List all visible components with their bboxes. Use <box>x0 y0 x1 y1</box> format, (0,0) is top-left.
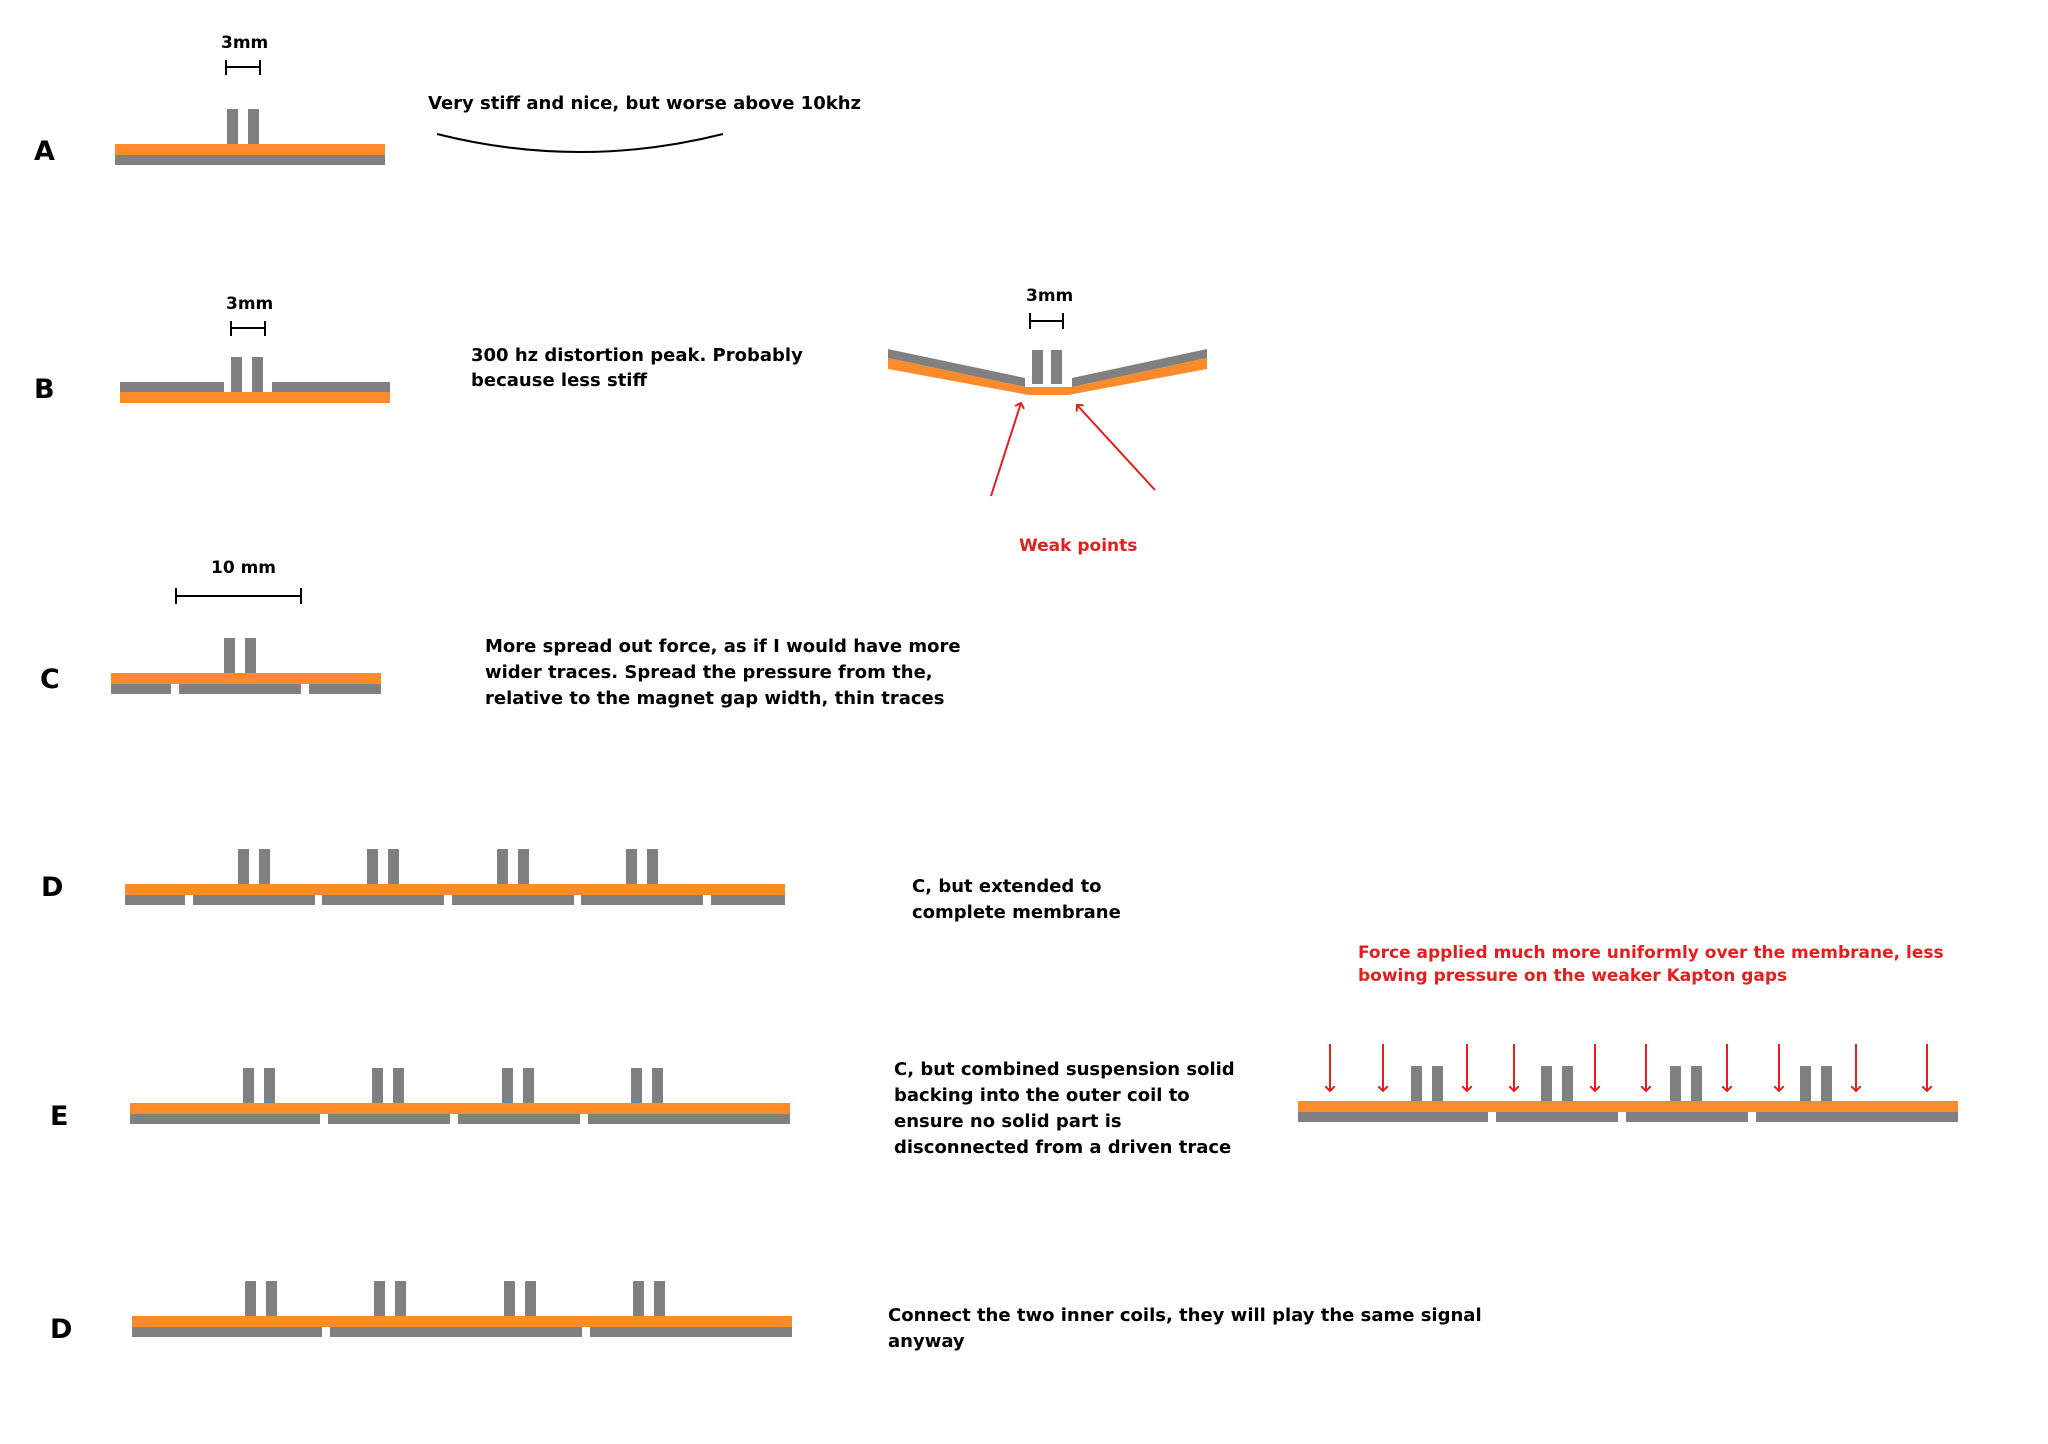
trace <box>1800 1066 1811 1101</box>
trace <box>1691 1066 1702 1101</box>
trace <box>502 1068 513 1103</box>
backing-layer <box>1298 1112 1488 1122</box>
trace <box>243 1068 254 1103</box>
trace <box>1670 1066 1681 1101</box>
backing-layer <box>115 155 385 165</box>
trace <box>631 1068 642 1103</box>
backing-layer <box>328 1114 450 1124</box>
trace <box>266 1281 277 1316</box>
membrane-d <box>125 849 785 905</box>
trace <box>523 1068 534 1103</box>
trace <box>227 109 238 144</box>
kapton-layer <box>115 144 385 155</box>
trace <box>238 849 249 884</box>
row-c <box>40 558 967 709</box>
trace <box>518 849 529 884</box>
trace <box>367 849 378 884</box>
backing-layer <box>111 684 171 694</box>
kapton-layer <box>120 392 390 403</box>
row-b-label: B <box>34 374 55 405</box>
backing-layer <box>458 1114 580 1124</box>
row-c-label: C <box>40 664 60 695</box>
trace <box>245 638 256 673</box>
weak-points-label: Weak points <box>1019 536 1138 556</box>
row-d2-note: Connect the two inner coils, they will play the same signal anyway <box>888 1305 1482 1352</box>
backing-layer <box>309 684 381 694</box>
dimension-b-text: 3mm <box>226 294 274 314</box>
row-a-label: A <box>34 136 55 167</box>
trace <box>1032 350 1043 384</box>
membrane-d2 <box>132 1281 792 1337</box>
row-b <box>34 286 1207 556</box>
backing-layer <box>1496 1112 1618 1122</box>
backing-layer <box>322 895 444 905</box>
membrane-e <box>130 1068 790 1124</box>
response-curve <box>437 134 723 152</box>
trace <box>1821 1066 1832 1101</box>
backing-layer <box>590 1327 792 1337</box>
kapton-layer <box>125 884 785 895</box>
backing-layer <box>125 895 185 905</box>
dimension-marker-a <box>221 33 268 75</box>
trace <box>647 849 658 884</box>
trace <box>264 1068 275 1103</box>
row-d <box>41 849 1121 923</box>
trace <box>259 849 270 884</box>
trace <box>504 1281 515 1316</box>
dimension-marker-c <box>176 558 301 604</box>
row-d2-label: D <box>50 1314 73 1345</box>
trace <box>654 1281 665 1316</box>
force-note: Force applied much more uniformly over the membrane, less bowing pressure on the weaker Kapton gaps <box>1358 943 1944 986</box>
row-d2 <box>50 1281 1488 1352</box>
trace <box>1541 1066 1552 1101</box>
membrane-a <box>115 109 385 165</box>
trace <box>388 849 399 884</box>
backing-layer <box>711 895 785 905</box>
backing-layer <box>193 895 315 905</box>
kapton-layer <box>130 1103 790 1114</box>
dimension-a-text: 3mm <box>221 33 269 53</box>
backing-layer <box>132 1327 322 1337</box>
trace <box>372 1068 383 1103</box>
backing-layer <box>179 684 301 694</box>
row-e-note: C, but combined suspension solid backing into the outer coil to ensure no solid part is disconnected from a driven trace <box>894 1059 1235 1158</box>
kapton-layer <box>132 1316 792 1327</box>
row-e <box>50 943 1958 1158</box>
trace <box>1432 1066 1443 1101</box>
trace <box>652 1068 663 1103</box>
kapton-layer <box>111 673 381 684</box>
trace <box>497 849 508 884</box>
row-d-label: D <box>41 872 64 903</box>
backing-layer <box>330 1327 582 1337</box>
backing-layer <box>120 382 224 392</box>
trace <box>626 849 637 884</box>
kapton-layer <box>1298 1101 1958 1112</box>
trace <box>1411 1066 1422 1101</box>
bent-membrane <box>888 286 1207 556</box>
membrane-c <box>111 638 381 694</box>
trace <box>393 1068 404 1103</box>
backing-layer <box>1626 1112 1748 1122</box>
bent-dimension-marker <box>1030 313 1063 329</box>
dimension-marker-b <box>226 294 273 336</box>
trace <box>231 357 242 392</box>
backing-layer <box>452 895 574 905</box>
row-a-note: Very stiff and nice, but worse above 10khz <box>428 93 861 114</box>
trace <box>1051 350 1062 384</box>
trace <box>248 109 259 144</box>
weak-point-arrow <box>1077 405 1155 490</box>
trace <box>224 638 235 673</box>
row-e-label: E <box>50 1101 69 1132</box>
trace <box>252 357 263 392</box>
trace <box>633 1281 644 1316</box>
backing-layer <box>1756 1112 1958 1122</box>
trace <box>245 1281 256 1316</box>
backing-layer <box>588 1114 790 1124</box>
backing-layer <box>130 1114 320 1124</box>
membrane-b <box>120 357 390 403</box>
dimension-c-text: 10 mm <box>211 558 277 578</box>
backing-layer <box>272 382 390 392</box>
row-c-note: More spread out force, as if I would have more wider traces. Spread the pressure from the, relative to the magnet gap width, thin traces <box>485 636 961 709</box>
trace <box>525 1281 536 1316</box>
row-a <box>34 33 861 167</box>
row-b-note: 300 hz distortion peak. Probably because less stiff <box>471 345 803 391</box>
bent-dimension-text: 3mm <box>1026 286 1074 306</box>
weak-point-arrow <box>991 403 1021 496</box>
row-d-note: C, but extended to complete membrane <box>912 876 1121 923</box>
trace <box>374 1281 385 1316</box>
backing-layer <box>581 895 703 905</box>
trace <box>1562 1066 1573 1101</box>
force-illustration <box>1298 943 1958 1122</box>
trace <box>395 1281 406 1316</box>
